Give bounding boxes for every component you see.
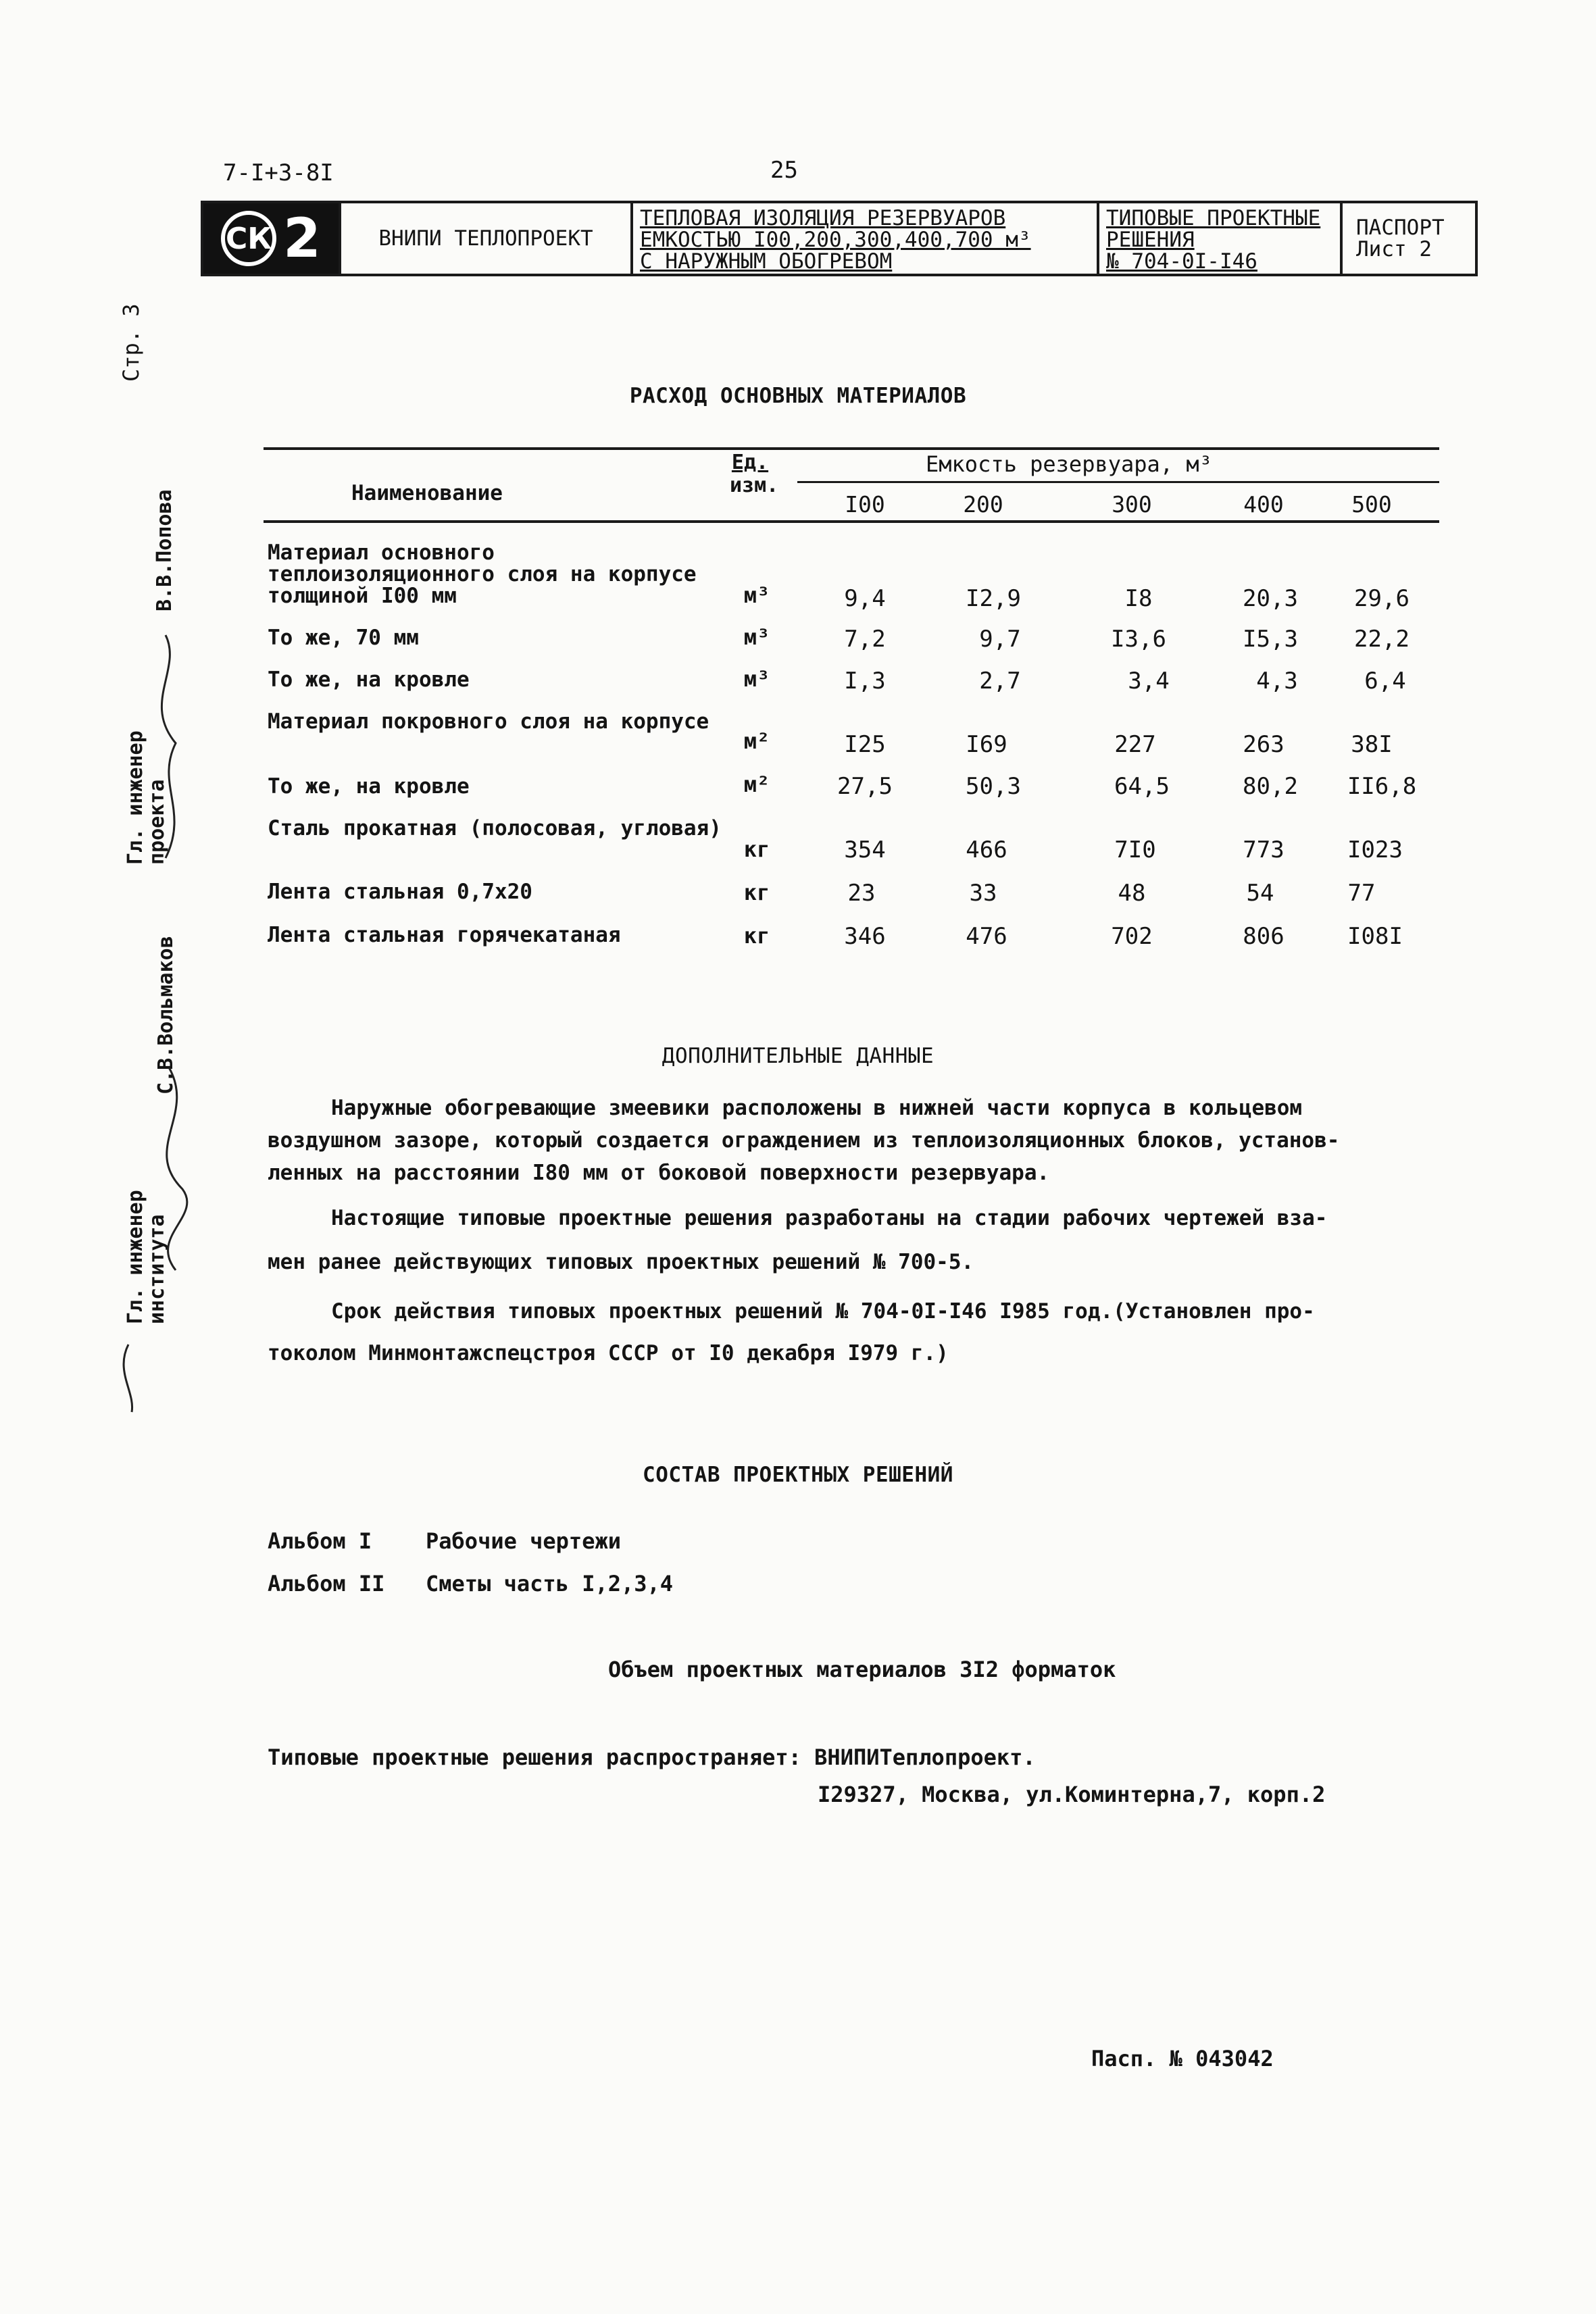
table-cell: 50,3 <box>966 773 1021 800</box>
table-cell: 48 <box>1118 880 1146 907</box>
table-cell: 3,4 <box>1128 668 1170 695</box>
table-cell: 346 <box>844 923 886 950</box>
additional-heading: ДОПОЛНИТЕЛЬНЫЕ ДАННЫЕ <box>662 1044 934 1068</box>
table-cell: 354 <box>844 836 886 863</box>
table-row-name: Лента стальная 0,7x20 <box>268 880 532 904</box>
table-cell: I8 <box>1124 585 1153 612</box>
title-line-1: ТЕПЛОВАЯ ИЗОЛЯЦИЯ РЕЗЕРВУАРОВ <box>640 206 1006 230</box>
table-cell: I25 <box>844 731 886 758</box>
table-row-name: Лента стальная горячекатаная <box>268 923 621 947</box>
table-row-unit: м² <box>743 772 770 797</box>
table-cell: II6,8 <box>1347 773 1417 800</box>
capacity-col-5: 500 <box>1351 491 1392 518</box>
paragraph-line: Настоящие типовые проектные решения разработаны на стадии рабочих чертежей вза- <box>331 1206 1328 1230</box>
unit-header-line-2: изм. <box>730 474 779 497</box>
paragraph-line: Срок действия типовых проектных решений № 704-0I-I46 I985 год.(Установлен про- <box>331 1299 1315 1324</box>
table-cell: 33 <box>969 880 997 907</box>
table-cell: I5,3 <box>1243 626 1298 653</box>
table-row-name: Материал основного теплоизоляционного слоя на корпусе толщиной I00 мм <box>268 540 697 608</box>
album-label: Альбом II <box>268 1571 385 1596</box>
table-cell: 227 <box>1114 731 1156 758</box>
series-line-1: ТИПОВЫЕ ПРОЕКТНЫЕ <box>1106 206 1321 230</box>
table-cell: 22,2 <box>1354 626 1410 653</box>
table-cell: 9,4 <box>844 585 886 612</box>
table-cell: I2,9 <box>966 585 1021 612</box>
logo <box>203 203 339 274</box>
table-row-unit: кг <box>743 923 770 949</box>
paragraph-line: воздушном зазоре, который создается ограждением из теплоизоляционных блоков, установ- <box>268 1128 1340 1153</box>
album-content: Сметы часть I,2,3,4 <box>426 1571 674 1596</box>
volume-text: Объем проектных материалов 3I2 форматок <box>608 1657 1116 1682</box>
table-row-unit: м³ <box>743 624 770 650</box>
logo-number: 2 <box>283 207 321 270</box>
chief-engineer-project-name: В.В.Попова <box>153 489 176 611</box>
table-cell: 773 <box>1243 836 1285 863</box>
composition-heading: СОСТАВ ПРОЕКТНЫХ РЕШЕНИЙ <box>643 1463 953 1487</box>
signature-mark-icon <box>124 1344 132 1412</box>
table-cell: 77 <box>1347 880 1376 907</box>
table-cell: 2,7 <box>979 668 1021 695</box>
unit-header-line-1: Ед. <box>731 451 769 474</box>
page-number: 25 <box>770 157 798 184</box>
title-line-2: ЕМКОСТЬЮ I00,200,300,400,700 м³ <box>640 228 1031 252</box>
materials-heading: РАСХОД ОСНОВНЫХ МАТЕРИАЛОВ <box>629 384 967 408</box>
table-cell: I3,6 <box>1111 626 1166 653</box>
series-line-2: РЕШЕНИЯ <box>1106 228 1195 252</box>
table-row-unit: м² <box>743 728 770 754</box>
table-row-name: Сталь прокатная (полосовая, угловая) <box>268 816 722 840</box>
distributor-line-2: I29327, Москва, ул.Коминтерна,7, корп.2 <box>818 1782 1326 1807</box>
organization-name: ВНИПИ ТЕПЛОПРОЕКТ <box>378 226 593 251</box>
table-row-unit: м³ <box>743 582 770 608</box>
table-cell: 9,7 <box>979 626 1021 653</box>
column-capacity-header: Емкость резервуара, м³ <box>926 451 1212 477</box>
table-header-rule <box>264 520 1439 523</box>
chief-engineer-institute-label: Гл. инженер института <box>124 1190 169 1324</box>
table-cell: 806 <box>1243 923 1285 950</box>
passport-number: Пасп. № 043042 <box>1091 2046 1274 2071</box>
document-code: 7-I+3-8I <box>223 159 334 186</box>
table-cell: 20,3 <box>1243 585 1298 612</box>
passport-label: ПАСПОРТ <box>1356 216 1445 240</box>
table-cell: 7,2 <box>844 626 886 653</box>
table-cell: I08I <box>1347 923 1403 950</box>
album-label: Альбом I <box>268 1528 372 1554</box>
paragraph-line: ленных на расстоянии I80 мм от боковой поверхности резервуара. <box>268 1161 1050 1185</box>
capacity-col-3: 300 <box>1112 491 1152 518</box>
capacity-sub-rule <box>797 481 1439 483</box>
title-line-3: С НАРУЖНЫМ ОБОГРЕВОМ <box>640 249 893 274</box>
passport-cell <box>1340 203 1475 274</box>
table-cell: 38I <box>1351 731 1393 758</box>
signatures-drawing <box>101 540 209 1419</box>
table-cell: 54 <box>1246 880 1274 907</box>
signature-project-icon <box>161 635 176 858</box>
column-unit-header <box>730 451 779 497</box>
column-name-header: Наименование <box>351 481 503 505</box>
table-cell: 64,5 <box>1114 773 1170 800</box>
table-cell: 4,3 <box>1256 668 1298 695</box>
table-cell: I,3 <box>844 668 886 695</box>
table-cell: 7I0 <box>1114 836 1156 863</box>
distributor-line-1: Типовые проектные решения распространяет: ВНИПИТеплопроект. <box>268 1744 1036 1770</box>
ck-logo-icon: СК <box>221 211 276 266</box>
chief-engineer-project-label: Гл. инженер проекта <box>124 730 169 865</box>
table-cell: 80,2 <box>1243 773 1298 800</box>
table-row-unit: кг <box>743 880 770 905</box>
paragraph-line: токолом Минмонтажспецстроя СССР от I0 декабря I979 г.) <box>268 1341 949 1365</box>
table-row-name: То же, на кровле <box>268 774 470 799</box>
table-row-name: То же, 70 мм <box>268 626 419 650</box>
page-label: Стр. 3 <box>118 303 144 382</box>
table-top-rule <box>264 447 1439 450</box>
paragraph-line: мен ранее действующих типовых проектных решений № 700-5. <box>268 1250 974 1274</box>
album-content: Рабочие чертежи <box>426 1528 621 1554</box>
table-cell: 263 <box>1243 731 1285 758</box>
table-row-unit: кг <box>743 836 770 862</box>
table-cell: I023 <box>1347 836 1403 863</box>
capacity-col-1: I00 <box>845 491 885 518</box>
table-row-name: То же, на кровле <box>268 668 470 692</box>
sheet-label: Лист 2 <box>1356 237 1432 261</box>
table-row-unit: м³ <box>743 666 770 692</box>
table-cell: 27,5 <box>837 773 893 800</box>
series-cell <box>1097 203 1340 274</box>
table-cell: 702 <box>1111 923 1153 950</box>
capacity-col-4: 400 <box>1243 491 1284 518</box>
series-line-3: № 704-0I-I46 <box>1106 249 1257 274</box>
title-block <box>201 201 1478 276</box>
organization-cell <box>339 203 630 274</box>
table-cell: 466 <box>966 836 1007 863</box>
table-cell: 6,4 <box>1364 668 1406 695</box>
chief-engineer-institute-name: С.В.Вольмаков <box>154 936 178 1095</box>
capacity-col-2: 200 <box>963 491 1003 518</box>
paragraph-line: Наружные обогревающие змеевики расположены в нижней части корпуса в кольцевом <box>331 1096 1303 1120</box>
table-cell: I69 <box>966 731 1007 758</box>
table-cell: 29,6 <box>1354 585 1410 612</box>
signature-institute-icon <box>167 1067 187 1270</box>
table-row-name: Материал покровного слоя на корпусе <box>268 709 709 734</box>
table-cell: 476 <box>966 923 1007 950</box>
table-cell: 23 <box>847 880 876 907</box>
title-cell <box>630 203 1097 274</box>
